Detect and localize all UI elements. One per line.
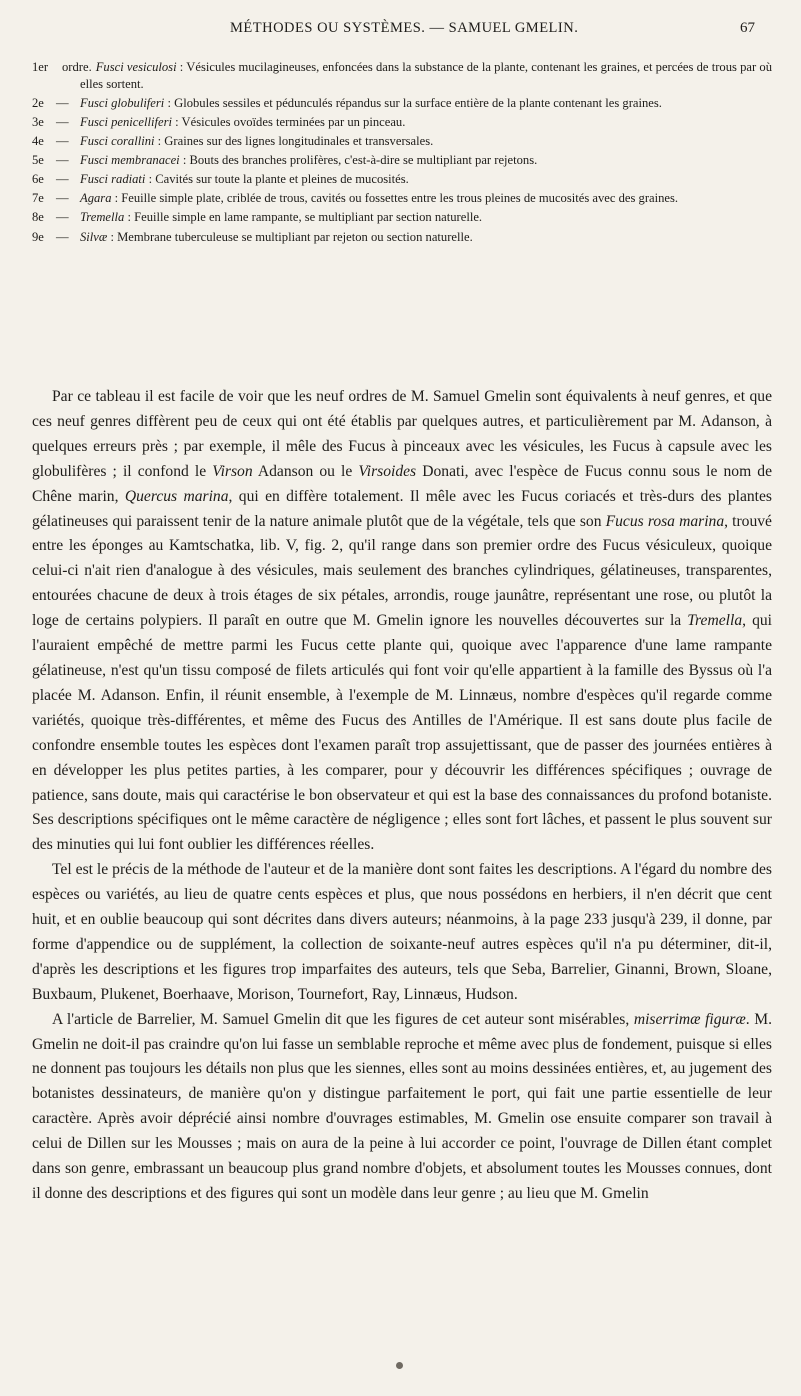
order-item — [32, 190, 772, 207]
orders-table — [32, 59, 772, 248]
italic-term: Virson — [212, 462, 253, 480]
order-description: : Bouts des branches prolifères, c'est-à-dire se multipliant par rejetons. — [179, 153, 538, 168]
text-run: Donati, avec l'espèce de Fucus connu sous le nom de Chêne marin, — [32, 462, 772, 505]
order-name: Fusci vesiculosi — [95, 60, 177, 74]
order-description: : Feuille simple en lame rampante, se multipliant par section naturelle. — [124, 210, 483, 225]
order-name: Fusci radiati — [80, 172, 146, 187]
order-description: : Membrane tuberculeuse se multipliant par rejeton ou section naturelle. — [107, 229, 473, 244]
order-number: 8e — [32, 210, 44, 225]
order-dash: — — [56, 191, 69, 206]
paragraph — [32, 1008, 772, 1207]
order-description: : Feuille simple plate, criblée de trous, cavités ou fossettes entre les trous pleines de mucosités avec des graines. — [111, 191, 679, 206]
order-dash: — — [56, 153, 69, 168]
ink-dot — [396, 1362, 403, 1369]
order-name: Fusci membranacei — [80, 153, 180, 168]
italic-term: Fucus rosa marina — [605, 512, 725, 530]
order-item — [32, 133, 772, 150]
order-dash: — — [56, 172, 69, 187]
order-item — [32, 114, 772, 131]
italic-term: Virsoides — [358, 462, 417, 480]
text-run: A l'article de Barrelier, M. Samuel Gmelin dit que les figures de cet auteur sont misérables, — [52, 1010, 634, 1028]
order-number: 1er — [32, 60, 49, 74]
italic-term: miserrimæ figuræ — [633, 1010, 746, 1028]
order-number: 5e — [32, 153, 44, 168]
order-number: 2e — [32, 95, 44, 110]
order-name: Tremella — [80, 210, 125, 225]
order-item — [32, 59, 772, 93]
order-dash: — — [56, 210, 69, 225]
order-description: : Graines sur des lignes longitudinales et transversales. — [154, 134, 434, 149]
order-item — [32, 171, 772, 188]
order-description: : Vésicules mucilagineuses, enfoncées dans la substance de la plante, contenant les graines, et percées de trous par où elles sortent. — [80, 60, 772, 91]
order-name: Agara — [80, 191, 112, 206]
italic-term: Tremella — [687, 612, 743, 630]
order-item — [32, 229, 772, 246]
order-number: 7e — [32, 191, 44, 206]
text-run: Par ce tableau il est facile de voir que les neuf ordres de M. Samuel Gmelin sont équivalents à neuf genres, et que ces neuf genres diffèrent peu de ceux qui ont été établis par quelques autres, et particulièrement par M. Adanson, à quelques erreurs près ; par exemple, il mêle des Fucus à pinceaux avec les vésicules, les Fucus à capsule avec les globulifères ; il confond le — [32, 388, 772, 480]
order-description: : Globules sessiles et pédunculés répandus sur la surface entière de la plante contenant les graines. — [164, 95, 662, 110]
text-run: , qui l'auraient empêché de mettre parmi les Fucus cette plante qui, quoique avec l'apparence d'une lame rampante gélatineuse, n'est qu'un tissu composé de filets articulés qui font voir qu'elle appartient à la famille des Byssus où l'a placée M. Adanson. Enfin, il réunit ensemble, à l'exemple de M. Linnæus, nombre d'espèces qu'il regarde comme variétés, quoique très-différentes, et même des Fucus des Antilles de l'Amérique. Il est sans doute plus facile de confondre ensemble toutes les espèces dont l'examen paraît trop assujettissant, que de passer des journées entières à en développer les plus petites parties, à les comparer, pour y découvrir les différences spécifiques ; ouvrage de patience, sans doute, mais qui caractérise le bon observateur et qui est la base des connaissances du profond botaniste. Ses descriptions spécifiques ont le même caractère de négligence ; elles sont fort lâches, et passent le plus souvent sur des minuties qui lui font oublier les différences réelles. — [32, 612, 772, 854]
italic-term: Quercus marina — [124, 487, 229, 505]
order-name: Fusci penicelliferi — [80, 114, 172, 129]
order-item — [32, 209, 772, 226]
order-dash: — — [56, 114, 69, 129]
order-dash: — — [56, 134, 69, 149]
text-run: Adanson ou le — [252, 462, 359, 480]
order-number: 3e — [32, 114, 44, 129]
order-dash: — — [56, 95, 69, 110]
text-run: , qui en diffère totalement. Il mêle avec les Fucus coriacés et très-durs des plantes gélatineuses qui paraissent tenir de la nature animale plutôt que de la végétale, tels que son — [32, 487, 773, 530]
order-number: 6e — [32, 172, 44, 187]
text-run: . M. Gmelin ne doit-il pas craindre qu'on lui fasse un semblable reproche et même avec plus de fondement, puisque si elles ne donnent pas toujours les détails non plus que les siennes, elles sont au moins dessinées entières, et, au jugement des botanistes dessinateurs, de manière qu'on y distingue parfaitement le port, qui fait une partie essentielle de leur caractère. Après avoir déprécié ainsi nombre d'ouvrages estimables, M. Gmelin ose ensuite comparer son travail à celui de Dillen sur les Mousses ; mais on aura de la peine à lui accorder ce point, l'ouvrage de Dillen étant complet dans son genre, embrassant un beaucoup plus grand nombre d'objets, et absolument toutes les Mousses connues, dont il donne des descriptions et des figures qui sont un modèle dans leur genre ; au lieu que M. Gmelin — [32, 1010, 772, 1202]
text-run: , trouvé entre les éponges au Kamtschatka, lib. V, fig. 2, qu'il range dans son premier ordre des Fucus vésiculeux, quoique celui-ci n'ait rien d'analogue à des vésicules, mais seulement des branches cylindriques, gélatineuses, transparentes, entourées chacune de deux à trois étages de six pétales, arrondis, rouge jaunâtre, représentant une rose, ou plutôt la loge de certains polypiers. Il paraît en outre que M. Gmelin ignore les nouvelles découvertes sur la — [32, 512, 772, 630]
order-item — [32, 152, 772, 169]
order-number: 4e — [32, 134, 44, 149]
page-number: 67 — [740, 20, 755, 36]
order-description: : Cavités sur toute la plante et pleines de mucosités. — [145, 172, 409, 187]
body-text — [32, 385, 772, 1207]
order-name: Silvæ — [80, 229, 108, 244]
order-number: 9e — [32, 229, 44, 244]
order-dash: — — [56, 229, 69, 244]
order-description: : Vésicules ovoïdes terminées par un pinceau. — [171, 114, 406, 129]
running-head: MÉTHODES OU SYSTÈMES. — SAMUEL GMELIN. — [230, 20, 579, 36]
order-name: Fusci globuliferi — [80, 95, 165, 110]
paragraph — [32, 385, 772, 858]
paragraph: Tel est le précis de la méthode de l'auteur et de la manière dont sont faites les descriptions. A l'égard du nombre des espèces ou variétés, au lieu de quatre cents espèces et plus, que nous possédons en herbiers, il n'en décrit que cent huit, et en oublie beaucoup qui sont décrites dans divers auteurs; néanmoins, à la page 233 jusqu'à 239, il donne, par forme d'appendice ou de supplément, la collection de soixante-neuf autres espèces qu'il n'a pu déterminer, dit-il, d'après les descriptions et les figures trop imparfaites des auteurs, tels que Seba, Barrelier, Ginanni, Brown, Sloane, Buxbaum, Plukenet, Boerhaave, Morison, Tournefort, Ray, Linnæus, Hudson. — [32, 861, 772, 1003]
order-dash: ordre. — [62, 60, 92, 74]
order-item — [32, 95, 772, 112]
order-name: Fusci corallini — [80, 134, 155, 149]
